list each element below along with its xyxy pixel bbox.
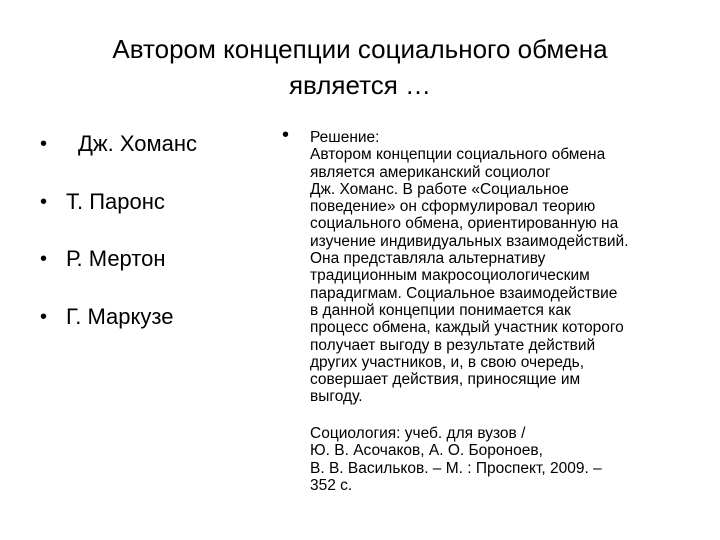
solution-line: получает выгоду в результате действий: [310, 336, 596, 354]
solution-line: парадигмам. Социальное взаимодействие: [310, 284, 618, 302]
answer-option-label: Дж. Хоманс: [78, 131, 198, 156]
answer-option-label: Р. Мертон: [66, 246, 166, 271]
bullet-icon: •: [282, 124, 290, 146]
source-line: 352 с.: [310, 476, 353, 494]
title-line-2: является …: [288, 70, 432, 101]
solution-heading: Решение:: [310, 129, 380, 146]
source-citation: [310, 425, 690, 494]
source-line: В. В. Васильков. – М. : Проспект, 2009. –: [310, 459, 602, 477]
solution-line: других участников, и, в свою очередь,: [310, 353, 585, 371]
solution-text: [310, 129, 690, 406]
slide-title: [60, 31, 660, 103]
bullet-icon: •: [40, 190, 48, 213]
solution-line: Она представляла альтернативу: [310, 250, 546, 268]
solution-line: Автором концепции социального обмена: [310, 146, 606, 164]
solution-line: изучение индивидуальных взаимодействий.: [310, 232, 629, 250]
solution-line: Дж. Хоманс. В работе «Социальное: [310, 180, 569, 198]
solution-line: процесс обмена, каждый участник которого: [310, 319, 624, 337]
solution-line: традиционным макросоциологическим: [310, 267, 590, 285]
source-line: Ю. В. Асочаков, А. О. Бороноев,: [310, 442, 543, 460]
title-line-1: Автором концепции социального обмена: [112, 34, 608, 65]
bullet-icon: •: [40, 133, 48, 155]
solution-line: в данной концепции понимается как: [310, 301, 571, 319]
answer-option-label: Г. Маркузе: [66, 303, 174, 329]
solution-line: социального обмена, ориентированную на: [310, 215, 619, 233]
solution-line: является американский социолог: [310, 163, 551, 181]
source-line: Социология: учеб. для вузов /: [310, 425, 526, 442]
answer-option-label: Т. Паронс: [66, 188, 165, 214]
solution-line: поведение» он сформулировал теорию: [310, 198, 596, 216]
bullet-icon: •: [40, 248, 48, 270]
bullet-icon: •: [40, 305, 48, 328]
solution-line: совершает действия, приносящие им: [310, 371, 581, 389]
solution-line: выгоду.: [310, 388, 363, 406]
